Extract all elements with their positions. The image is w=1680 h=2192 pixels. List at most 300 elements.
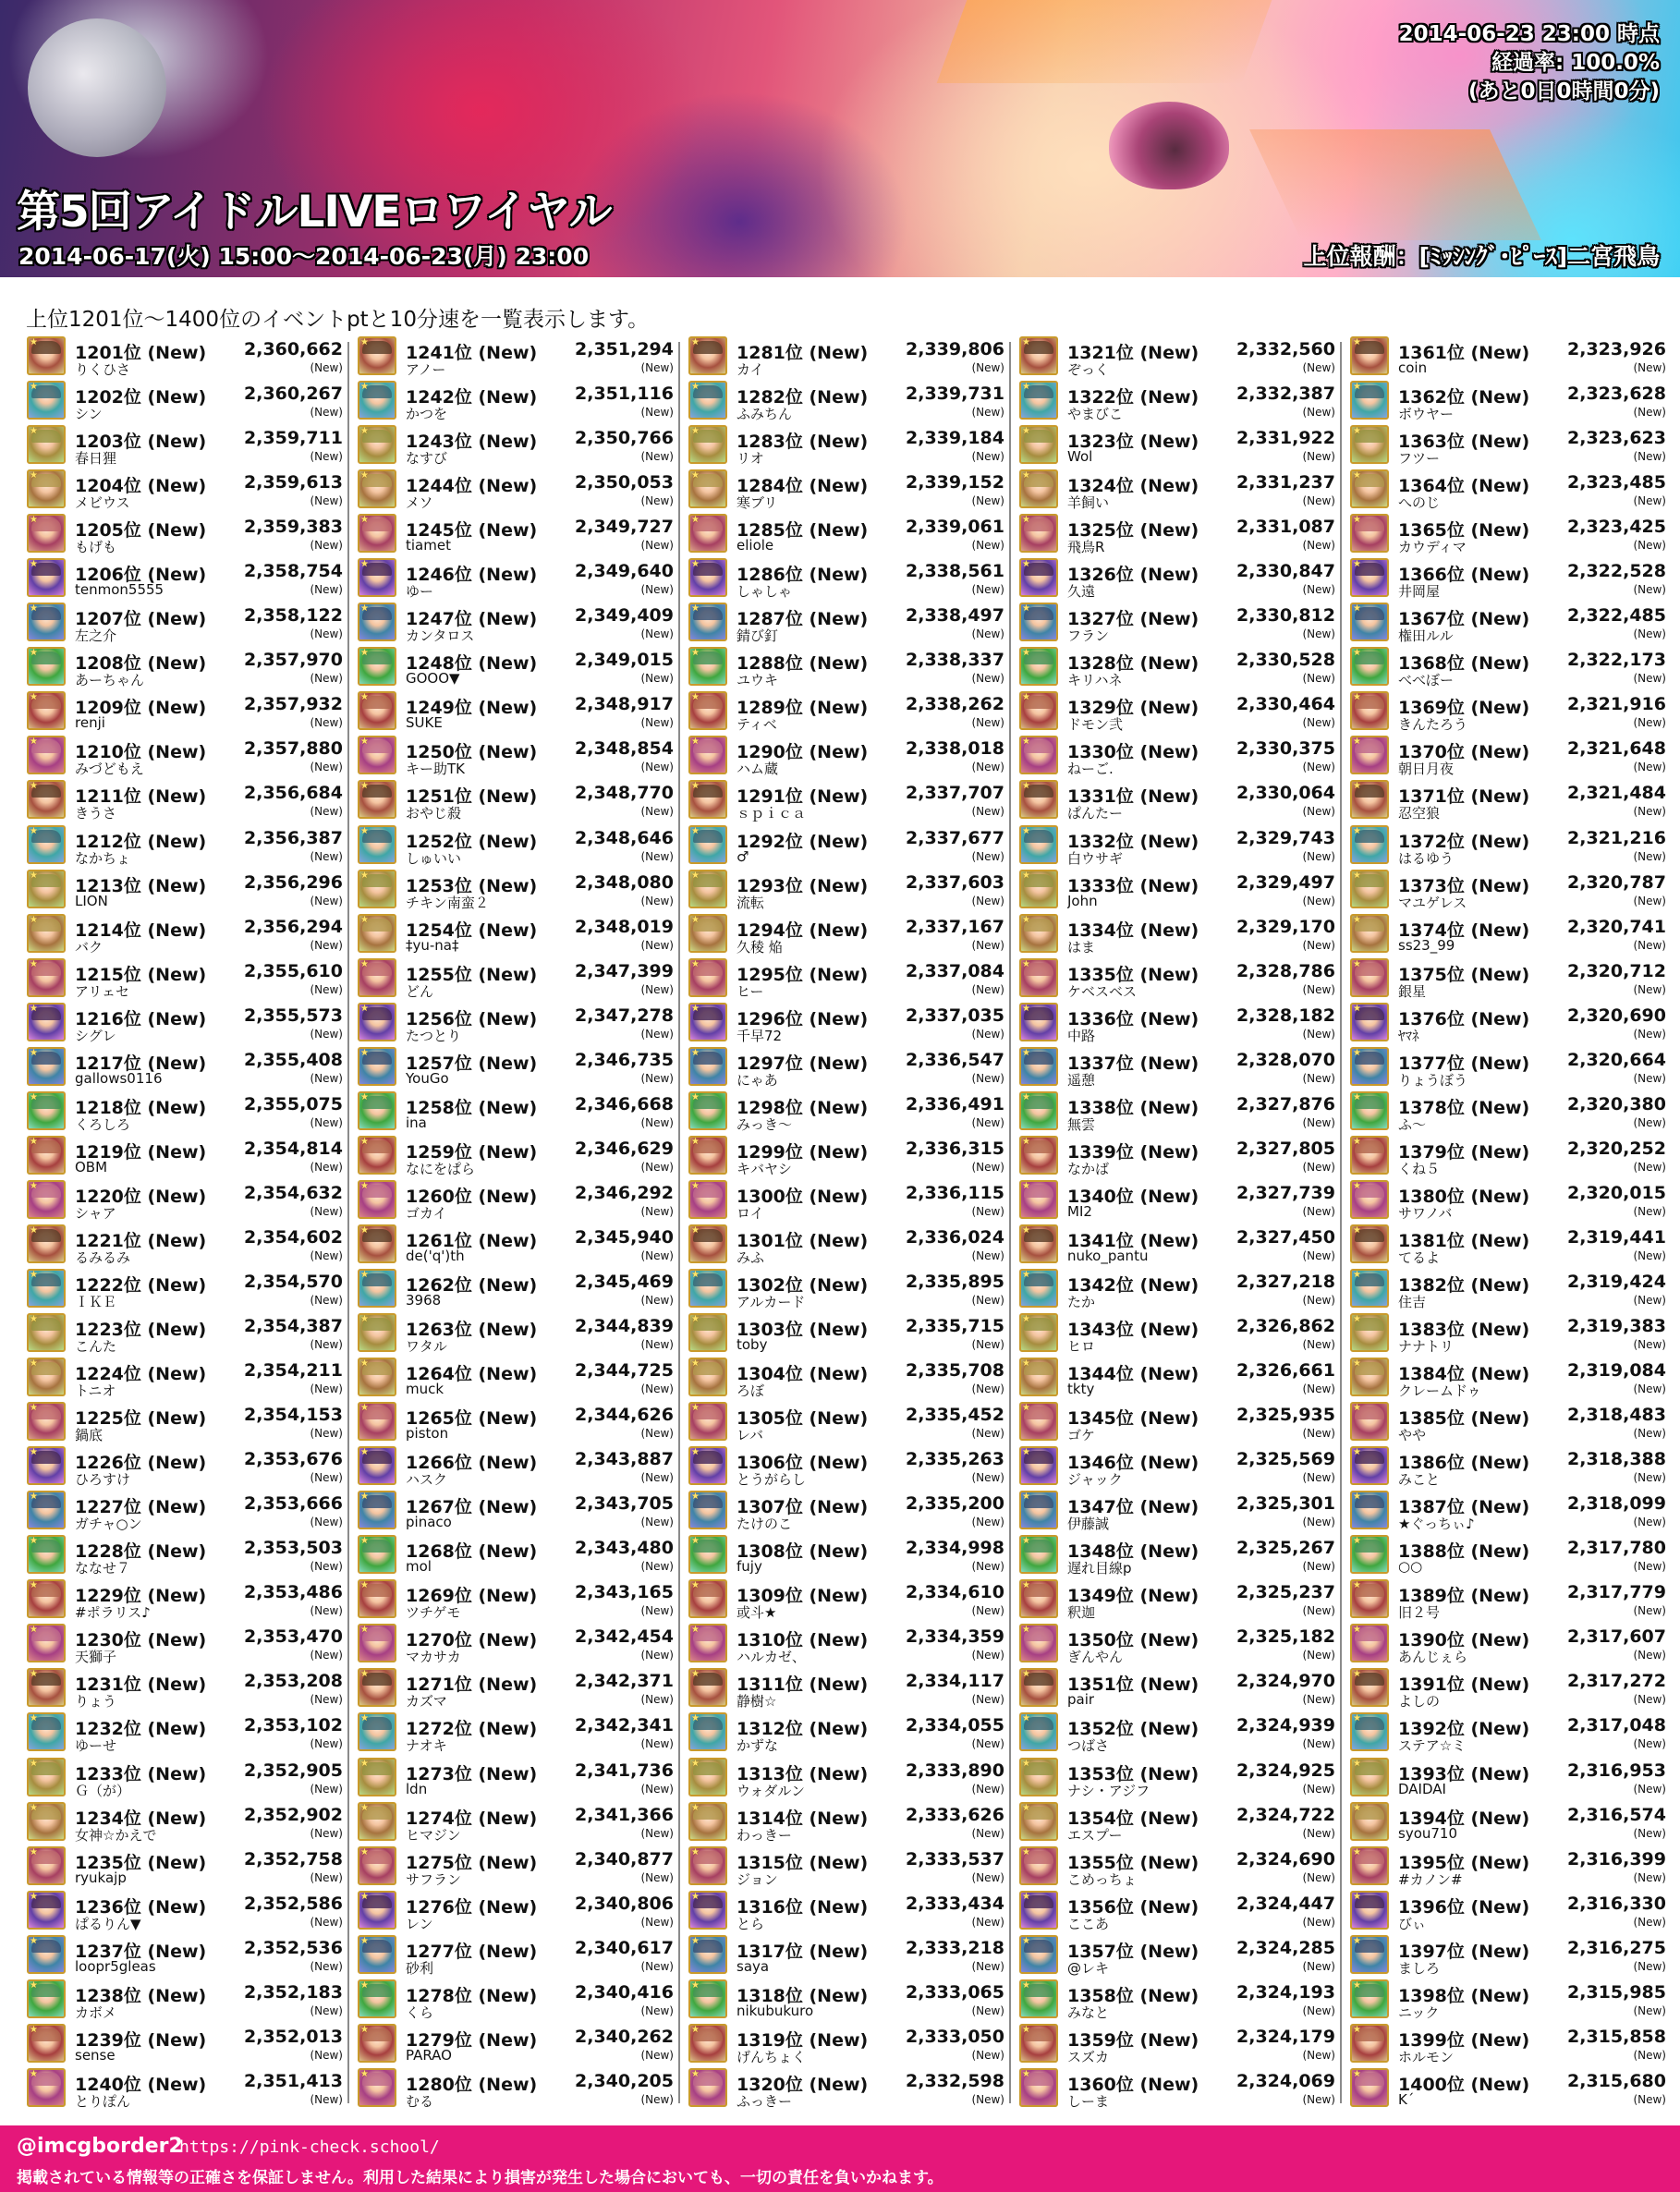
star-icon: ★: [30, 337, 38, 347]
idol-thumbnail: [27, 425, 66, 464]
speed-label: (New): [1302, 761, 1335, 774]
speed-label: (New): [1302, 1160, 1335, 1174]
star-icon: ★: [1353, 382, 1361, 393]
event-points: 2,317,607: [1567, 1626, 1666, 1648]
idol-thumbnail: [27, 336, 66, 375]
star-icon: ★: [30, 1224, 38, 1236]
speed-label: (New): [640, 406, 674, 420]
speed-label: (New): [1302, 716, 1335, 730]
star-icon: ★: [691, 1625, 700, 1636]
table-row: [1016, 423, 1335, 468]
speed-label: (New): [1302, 1338, 1335, 1352]
player-name: ＩＫＥ: [75, 1293, 117, 1310]
rank-label: 1218位 (New): [75, 1097, 207, 1118]
event-points: 2,338,561: [906, 561, 1004, 582]
rank-label: 1369位 (New): [1398, 698, 1530, 719]
event-points: 2,356,684: [244, 783, 343, 804]
speed-label: (New): [640, 1115, 674, 1129]
table-row: [685, 601, 1004, 645]
star-icon: ★: [1022, 2068, 1030, 2079]
idol-thumbnail: [27, 1535, 66, 1574]
table-row: [23, 1577, 343, 1622]
idol-thumbnail: [688, 1180, 727, 1219]
star-icon: ★: [360, 1136, 369, 1147]
event-points: 2,335,263: [906, 1449, 1004, 1470]
idol-thumbnail: [1019, 1535, 1058, 1574]
rank-label: 1273位 (New): [406, 1763, 538, 1784]
speed-label: (New): [640, 716, 674, 730]
event-points: 2,317,048: [1567, 1715, 1666, 1736]
table-row: [23, 379, 343, 423]
speed-label: (New): [640, 1560, 674, 1574]
rank-label: 1358位 (New): [1067, 1985, 1199, 2006]
speed-label: (New): [1633, 539, 1666, 553]
event-points: 2,354,632: [244, 1182, 343, 1203]
table-row: [685, 734, 1004, 778]
idol-thumbnail: [1350, 2068, 1389, 2107]
player-name: 遥憩: [1067, 1071, 1096, 1089]
idol-thumbnail: [1350, 514, 1389, 553]
speed-label: (New): [1633, 1560, 1666, 1574]
event-points: 2,323,623: [1567, 428, 1666, 449]
rank-label: 1383位 (New): [1398, 1320, 1530, 1341]
speed-label: (New): [310, 1959, 343, 1973]
player-name: MI2: [1067, 1202, 1092, 1220]
star-icon: ★: [1022, 870, 1030, 881]
player-name: フツー: [1398, 450, 1441, 468]
idol-thumbnail: [27, 381, 66, 420]
idol-thumbnail: [1019, 1269, 1058, 1308]
speed-label: (New): [1633, 1870, 1666, 1884]
player-name: 遅れ目線p: [1067, 1560, 1132, 1577]
speed-label: (New): [1302, 406, 1335, 420]
speed-label: (New): [640, 583, 674, 597]
star-icon: ★: [691, 1492, 700, 1503]
rank-label: 1308位 (New): [737, 1541, 869, 1563]
star-icon: ★: [1022, 1669, 1030, 1680]
event-points: 2,321,484: [1567, 783, 1666, 804]
player-name: mol: [406, 1558, 432, 1576]
table-row: [1016, 1756, 1335, 1800]
idol-thumbnail: [1350, 469, 1389, 508]
event-points: 2,316,953: [1567, 1760, 1666, 1781]
event-points: 2,340,806: [575, 1893, 674, 1914]
event-points: 2,350,766: [575, 428, 674, 449]
speed-label: (New): [1633, 1338, 1666, 1352]
table-row: [685, 1711, 1004, 1755]
idol-thumbnail: [27, 1180, 66, 1219]
table-row: [354, 1666, 674, 1711]
player-name: ナシ・アジフ: [1067, 1782, 1150, 1799]
speed-label: (New): [971, 2092, 1004, 2106]
idol-thumbnail: [358, 958, 396, 997]
event-points: 2,352,758: [244, 1848, 343, 1869]
idol-thumbnail: [1019, 1846, 1058, 1885]
event-points: 2,351,413: [244, 2070, 343, 2091]
star-icon: ★: [360, 426, 369, 437]
speed-label: (New): [640, 1826, 674, 1840]
table-row: [1346, 423, 1666, 468]
speed-label: (New): [971, 1293, 1004, 1307]
player-name: nuko_pantu: [1067, 1247, 1149, 1264]
table-row: [1346, 601, 1666, 645]
event-points: 2,319,084: [1567, 1360, 1666, 1382]
speed-label: (New): [1633, 1248, 1666, 1262]
idol-thumbnail: [688, 1003, 727, 1041]
player-name: サワノバ: [1398, 1204, 1453, 1222]
idol-thumbnail: [688, 514, 727, 553]
rank-label: 1366位 (New): [1398, 565, 1530, 586]
event-points: 2,333,050: [906, 2026, 1004, 2047]
rank-label: 1263位 (New): [406, 1320, 538, 1341]
rank-label: 1304位 (New): [737, 1364, 869, 1385]
speed-label: (New): [971, 2003, 1004, 2017]
player-name: よしの: [1398, 1693, 1441, 1711]
table-row: [23, 1311, 343, 1356]
idol-thumbnail: [1350, 825, 1389, 864]
table-row: [1016, 823, 1335, 868]
column-divider: [678, 342, 680, 2103]
star-icon: ★: [691, 1269, 700, 1280]
event-points: 2,352,536: [244, 1937, 343, 1958]
idol-thumbnail: [358, 870, 396, 908]
speed-label: (New): [310, 2092, 343, 2106]
idol-thumbnail: [688, 1491, 727, 1529]
site-link[interactable]: https://pink-check.school/: [179, 2137, 440, 2157]
event-points: 2,329,497: [1236, 871, 1335, 893]
player-name: もげも: [75, 539, 117, 556]
speed-label: (New): [640, 1915, 674, 1929]
table-row: [23, 335, 343, 379]
speed-label: (New): [1633, 1071, 1666, 1085]
star-icon: ★: [360, 1625, 369, 1636]
idol-thumbnail: [688, 1091, 727, 1130]
speed-label: (New): [1633, 938, 1666, 952]
idol-thumbnail: [1350, 1891, 1389, 1930]
idol-thumbnail: [1350, 2024, 1389, 2063]
star-icon: ★: [1022, 1891, 1030, 1902]
star-icon: ★: [691, 2024, 700, 2035]
rank-label: 1236位 (New): [75, 1896, 207, 1918]
star-icon: ★: [1022, 1492, 1030, 1503]
rank-label: 1228位 (New): [75, 1541, 207, 1563]
table-row: [23, 1444, 343, 1489]
table-row: [1016, 1666, 1335, 1711]
table-row: [1016, 1845, 1335, 1889]
speed-label: (New): [1302, 672, 1335, 686]
star-icon: ★: [360, 603, 369, 615]
idol-thumbnail: [688, 1624, 727, 1662]
table-row: [685, 1223, 1004, 1267]
rank-label: 1265位 (New): [406, 1408, 538, 1430]
player-name: レバ: [737, 1427, 763, 1444]
rank-label: 1223位 (New): [75, 1320, 207, 1341]
table-row: [23, 1845, 343, 1889]
star-icon: ★: [691, 337, 700, 347]
event-points: 2,353,676: [244, 1449, 343, 1470]
speed-label: (New): [971, 1826, 1004, 1840]
table-row: [1346, 1001, 1666, 1045]
idol-thumbnail: [358, 736, 396, 774]
idol-thumbnail: [358, 603, 396, 641]
speed-label: (New): [640, 672, 674, 686]
rank-label: 1260位 (New): [406, 1186, 538, 1207]
table-row: [1346, 823, 1666, 868]
table-row: [1346, 1666, 1666, 1711]
idol-thumbnail: [27, 1802, 66, 1841]
idol-thumbnail: [358, 1891, 396, 1930]
star-icon: ★: [691, 1580, 700, 1591]
event-points: 2,317,779: [1567, 1582, 1666, 1603]
event-points: 2,333,065: [906, 1981, 1004, 2003]
event-points: 2,341,736: [575, 1760, 674, 1781]
star-icon: ★: [691, 958, 700, 969]
progress-rate: 経過率: 100.0%: [1491, 51, 1660, 75]
table-row: [23, 1090, 343, 1134]
player-name: toby: [737, 1336, 768, 1354]
idol-thumbnail: [1350, 736, 1389, 774]
player-name: ryukajp: [75, 1869, 127, 1886]
player-name: 錆び釘: [737, 627, 779, 645]
speed-label: (New): [1302, 1204, 1335, 1218]
player-name: eliole: [737, 537, 774, 554]
event-points: 2,358,754: [244, 561, 343, 582]
star-icon: ★: [1353, 1713, 1361, 1724]
event-points: 2,324,179: [1236, 2026, 1335, 2047]
event-points: 2,337,167: [906, 916, 1004, 937]
speed-label: (New): [1633, 1027, 1666, 1041]
table-row: [354, 689, 674, 734]
twitter-handle[interactable]: @imcgborder2: [17, 2135, 183, 2158]
star-icon: ★: [691, 1314, 700, 1325]
event-points: 2,337,084: [906, 960, 1004, 981]
star-icon: ★: [30, 603, 38, 615]
player-name: ジャック: [1067, 1471, 1123, 1489]
event-points: 2,357,880: [244, 738, 343, 760]
event-points: 2,320,664: [1567, 1049, 1666, 1070]
table-row: [685, 423, 1004, 468]
event-points: 2,355,610: [244, 960, 343, 981]
player-name: とら: [737, 1915, 765, 1932]
speed-label: (New): [1302, 1826, 1335, 1840]
table-row: [685, 689, 1004, 734]
speed-label: (New): [971, 1338, 1004, 1352]
player-name: ねーご.: [1067, 761, 1114, 778]
rank-label: 1240位 (New): [75, 2074, 207, 2095]
idol-thumbnail: [688, 1136, 727, 1175]
star-icon: ★: [1353, 648, 1361, 659]
rank-label: 1316位 (New): [737, 1896, 869, 1918]
speed-label: (New): [1302, 1870, 1335, 1884]
rank-label: 1269位 (New): [406, 1586, 538, 1607]
star-icon: ★: [1022, 1802, 1030, 1813]
rank-label: 1368位 (New): [1398, 653, 1530, 675]
idol-thumbnail: [1019, 1180, 1058, 1219]
player-name: サフラン: [406, 1870, 462, 1888]
event-points: 2,325,237: [1236, 1582, 1335, 1603]
rank-label: 1321位 (New): [1067, 343, 1199, 363]
speed-label: (New): [640, 938, 674, 952]
table-row: [1016, 601, 1335, 645]
idol-thumbnail: [1019, 1579, 1058, 1618]
rank-label: 1335位 (New): [1067, 964, 1199, 985]
idol-thumbnail: [358, 336, 396, 375]
player-name: ss23_99: [1398, 936, 1455, 954]
idol-thumbnail: [1350, 691, 1389, 730]
player-name: カズマ: [406, 1693, 447, 1711]
speed-label: (New): [971, 450, 1004, 464]
rank-label: 1231位 (New): [75, 1674, 207, 1696]
speed-label: (New): [640, 361, 674, 374]
speed-label: (New): [1633, 494, 1666, 508]
speed-label: (New): [310, 849, 343, 863]
table-row: [354, 868, 674, 912]
event-points: 2,319,424: [1567, 1271, 1666, 1292]
table-row: [23, 778, 343, 822]
idol-thumbnail: [688, 603, 727, 641]
event-points: 2,349,727: [575, 517, 674, 538]
rank-label: 1298位 (New): [737, 1097, 869, 1118]
event-points: 2,328,786: [1236, 960, 1335, 981]
speed-label: (New): [310, 805, 343, 819]
player-name: LION: [75, 892, 108, 909]
table-row: [354, 1400, 674, 1444]
star-icon: ★: [691, 825, 700, 836]
player-name: ふっきー: [737, 2092, 793, 2110]
idol-thumbnail: [1019, 647, 1058, 686]
idol-thumbnail: [688, 958, 727, 997]
player-name: なかちょ: [75, 849, 131, 867]
star-icon: ★: [360, 1536, 369, 1547]
idol-thumbnail: [27, 469, 66, 508]
rank-label: 1259位 (New): [406, 1141, 538, 1163]
rank-label: 1274位 (New): [406, 1808, 538, 1829]
table-row: [1346, 1622, 1666, 1666]
event-points: 2,343,480: [575, 1538, 674, 1559]
rank-label: 1204位 (New): [75, 476, 207, 497]
event-points: 2,354,602: [244, 1226, 343, 1248]
event-points: 2,320,741: [1567, 916, 1666, 937]
rank-label: 1290位 (New): [737, 742, 869, 763]
speed-label: (New): [971, 1115, 1004, 1129]
player-name: エスプー: [1067, 1826, 1123, 1844]
rank-label: 1374位 (New): [1398, 919, 1530, 941]
table-row: [354, 423, 674, 468]
speed-label: (New): [971, 361, 1004, 374]
star-icon: ★: [1022, 470, 1030, 481]
rank-label: 1317位 (New): [737, 1941, 869, 1962]
player-name: SUKE: [406, 714, 443, 732]
speed-label: (New): [640, 1693, 674, 1707]
star-icon: ★: [1353, 603, 1361, 615]
speed-label: (New): [1633, 849, 1666, 863]
table-row: [1016, 734, 1335, 778]
table-row: [1346, 1845, 1666, 1889]
player-name: たつとり: [406, 1027, 462, 1044]
idol-thumbnail: [27, 1003, 66, 1041]
star-icon: ★: [1353, 337, 1361, 347]
idol-thumbnail: [1350, 1491, 1389, 1529]
star-icon: ★: [691, 1669, 700, 1680]
table-row: [1016, 1711, 1335, 1755]
star-icon: ★: [30, 559, 38, 570]
rank-label: 1255位 (New): [406, 964, 538, 985]
idol-thumbnail: [1350, 1402, 1389, 1441]
event-points: 2,336,115: [906, 1182, 1004, 1203]
event-points: 2,325,569: [1236, 1449, 1335, 1470]
table-row: [354, 601, 674, 645]
star-icon: ★: [30, 470, 38, 481]
idol-thumbnail: [27, 958, 66, 997]
speed-label: (New): [1633, 1959, 1666, 1973]
table-row: [1016, 1444, 1335, 1489]
player-name: ina: [406, 1114, 427, 1131]
player-name: しゅいい: [406, 849, 462, 867]
idol-thumbnail: [1019, 914, 1058, 953]
speed-label: (New): [1302, 1959, 1335, 1973]
table-row: [1346, 1711, 1666, 1755]
speed-label: (New): [1302, 849, 1335, 863]
table-row: [354, 1800, 674, 1845]
idol-thumbnail: [27, 914, 66, 953]
player-name: ドモン弐: [1067, 716, 1124, 734]
player-name: ボウヤー: [1398, 406, 1455, 423]
player-name: ワタル: [406, 1338, 447, 1356]
player-name: 住吉: [1398, 1293, 1427, 1310]
table-row: [1016, 1533, 1335, 1577]
speed-label: (New): [971, 716, 1004, 730]
idol-thumbnail: [358, 1446, 396, 1485]
player-name: ★ぐっちぃ♪: [1398, 1516, 1475, 1533]
idol-thumbnail: [1350, 603, 1389, 641]
table-row: [23, 1489, 343, 1533]
speed-label: (New): [1633, 406, 1666, 420]
event-points: 2,347,278: [575, 1005, 674, 1026]
idol-thumbnail: [1350, 1313, 1389, 1352]
table-row: [354, 956, 674, 1001]
event-points: 2,324,069: [1236, 2070, 1335, 2091]
star-icon: ★: [1022, 825, 1030, 836]
event-points: 2,335,708: [906, 1360, 1004, 1382]
table-row: [1346, 1223, 1666, 1267]
idol-thumbnail: [358, 780, 396, 819]
star-icon: ★: [30, 870, 38, 881]
event-points: 2,344,839: [575, 1316, 674, 1337]
event-points: 2,358,122: [244, 605, 343, 627]
player-name: みなと: [1067, 2003, 1110, 2021]
star-icon: ★: [691, 1047, 700, 1058]
star-icon: ★: [30, 1758, 38, 1769]
rank-label: 1363位 (New): [1398, 432, 1530, 453]
player-name: 女神☆かえで: [75, 1826, 157, 1844]
event-points: 2,341,366: [575, 1804, 674, 1825]
speed-label: (New): [640, 1338, 674, 1352]
star-icon: ★: [1022, 515, 1030, 526]
table-row: [354, 778, 674, 822]
idol-thumbnail: [688, 1358, 727, 1396]
event-points: 2,332,598: [906, 2070, 1004, 2091]
player-name: ﾔﾏﾈ: [1398, 1027, 1419, 1044]
speed-label: (New): [310, 1027, 343, 1041]
table-row: [685, 1756, 1004, 1800]
speed-label: (New): [1302, 1382, 1335, 1396]
event-points: 2,359,711: [244, 428, 343, 449]
idol-thumbnail: [1019, 1446, 1058, 1485]
speed-label: (New): [971, 406, 1004, 420]
star-icon: ★: [691, 603, 700, 615]
rank-label: 1355位 (New): [1067, 1852, 1199, 1873]
event-points: 2,350,053: [575, 472, 674, 493]
